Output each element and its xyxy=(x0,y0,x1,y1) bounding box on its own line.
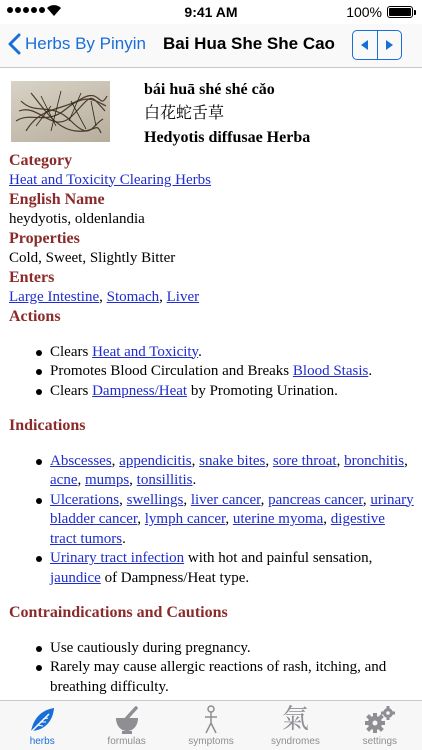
english-name-value: heydyotis, oldenlandia xyxy=(9,210,145,227)
tab-syndromes[interactable] xyxy=(253,701,337,750)
next-herb-button[interactable] xyxy=(377,31,402,59)
meridian-link[interactable]: Stomach xyxy=(106,288,160,305)
actions-heading: Actions xyxy=(9,308,61,325)
list-item: Clears Heat and Toxicity. xyxy=(36,343,414,363)
tab-label: symptoms xyxy=(188,736,234,747)
enters-list: Large Intestine, Stomach, Liver xyxy=(9,288,200,305)
indication-link[interactable]: appendicitis xyxy=(119,452,192,469)
meridian-link[interactable]: Liver xyxy=(166,288,200,305)
indication-link[interactable]: lymph cancer xyxy=(144,511,226,527)
mortar-pestle-icon xyxy=(112,705,142,735)
indications-heading: Indications xyxy=(9,417,86,434)
tab-formulas[interactable] xyxy=(84,701,168,750)
indication-link[interactable]: swellings xyxy=(126,491,184,508)
herb-photo xyxy=(11,81,110,142)
prev-next-segmented-control xyxy=(352,30,402,60)
indication-link[interactable]: acne xyxy=(50,472,78,488)
indication-link[interactable]: uterine myoma xyxy=(232,511,324,527)
list-item: Rarely may cause allergic reactions of rash, itching, and breathing difficulty. xyxy=(36,658,414,697)
list-item: Promotes Blood Circulation and Breaks Blood Stasis. xyxy=(36,362,414,382)
previous-herb-button[interactable] xyxy=(353,31,377,59)
battery-icon xyxy=(387,6,413,18)
meridian-link[interactable]: Large Intestine xyxy=(9,288,100,305)
tab-label: formulas xyxy=(107,736,146,747)
action-link[interactable]: Heat and Toxicity xyxy=(92,343,199,360)
action-link[interactable]: Dampness/Heat xyxy=(92,382,188,399)
action-link[interactable]: Blood Stasis xyxy=(292,363,369,379)
indications-list xyxy=(36,452,414,589)
indication-link[interactable]: bronchitis xyxy=(344,452,405,469)
tab-symptoms[interactable] xyxy=(169,701,253,750)
leaf-icon xyxy=(27,705,57,735)
enters-heading: Enters xyxy=(9,269,55,286)
tab-label: settings xyxy=(362,736,398,747)
herb-details xyxy=(9,151,414,697)
list-item: Clears Dampness/Heat by Promoting Urination. xyxy=(36,382,414,402)
indication-link[interactable]: liver cancer xyxy=(190,491,261,508)
person-figure-icon xyxy=(201,705,221,735)
indication-link[interactable]: Abscesses xyxy=(50,452,112,469)
indication-link[interactable]: jaundice xyxy=(50,569,101,586)
back-button[interactable] xyxy=(8,33,146,55)
properties-heading: Properties xyxy=(9,230,80,247)
indication-link[interactable]: sore throat xyxy=(272,452,337,469)
list-item: Abscesses, appendicitis, snake bites, sore throat, bronchitis, acne, mumps, tonsillitis. xyxy=(36,452,414,491)
status-time: 9:41 AM xyxy=(184,4,238,20)
tab-bar xyxy=(0,700,422,750)
properties-value: Cold, Sweet, Slightly Bitter xyxy=(9,249,176,266)
indication-link[interactable]: snake bites xyxy=(199,452,266,469)
list-item: Use cautiously during pregnancy. xyxy=(36,639,414,659)
indication-link[interactable]: tonsillitis xyxy=(136,472,193,488)
herb-pinyin: bái huā shé shé cǎo xyxy=(144,81,275,98)
actions-list xyxy=(36,343,414,402)
contraindications-list xyxy=(36,639,414,698)
indication-link[interactable]: mumps xyxy=(84,472,130,488)
list-item: Urinary tract infection with hot and painful sensation, jaundice of Dampness/Heat type. xyxy=(36,549,414,588)
navigation-bar xyxy=(0,24,422,68)
tab-settings[interactable] xyxy=(338,701,422,750)
indication-link[interactable]: Ulcerations xyxy=(50,491,120,508)
category-heading: Category xyxy=(9,152,73,169)
page-title: Bai Hua She She Cao xyxy=(163,34,335,53)
list-item: Ulcerations, swellings, liver cancer, pancreas cancer, urinary bladder cancer, lymph cancer, uterine myoma, digestive tract tumors. xyxy=(36,491,414,550)
tab-herbs[interactable] xyxy=(0,701,84,750)
contraindications-heading: Contraindications and Cautions xyxy=(9,604,228,621)
indication-link[interactable]: pancreas cancer xyxy=(268,491,363,508)
category-link[interactable]: Heat and Toxicity Clearing Herbs xyxy=(9,171,211,188)
tab-label: herbs xyxy=(29,736,55,747)
gears-icon xyxy=(364,705,396,735)
battery-percent: 100% xyxy=(346,4,382,20)
triangle-left-icon xyxy=(361,40,369,50)
indication-link[interactable]: urinary bladder cancer xyxy=(50,491,414,527)
indication-link[interactable]: digestive tract tumors xyxy=(50,511,385,547)
herb-latin-name: Hedyotis diffusae Herba xyxy=(144,129,311,146)
english-name-heading: English Name xyxy=(9,191,105,208)
indication-link[interactable]: Urinary tract infection xyxy=(50,550,185,566)
back-button-label: Herbs By Pinyin xyxy=(25,34,146,53)
chevron-left-icon xyxy=(8,33,21,55)
tab-label: syndromes xyxy=(270,736,320,747)
herb-chinese-name: 白花蛇舌草 xyxy=(144,103,225,122)
qi-character-icon: 氣 xyxy=(281,704,309,735)
status-bar xyxy=(0,0,422,24)
herb-detail-content[interactable] xyxy=(0,69,422,700)
triangle-right-icon xyxy=(385,40,393,50)
